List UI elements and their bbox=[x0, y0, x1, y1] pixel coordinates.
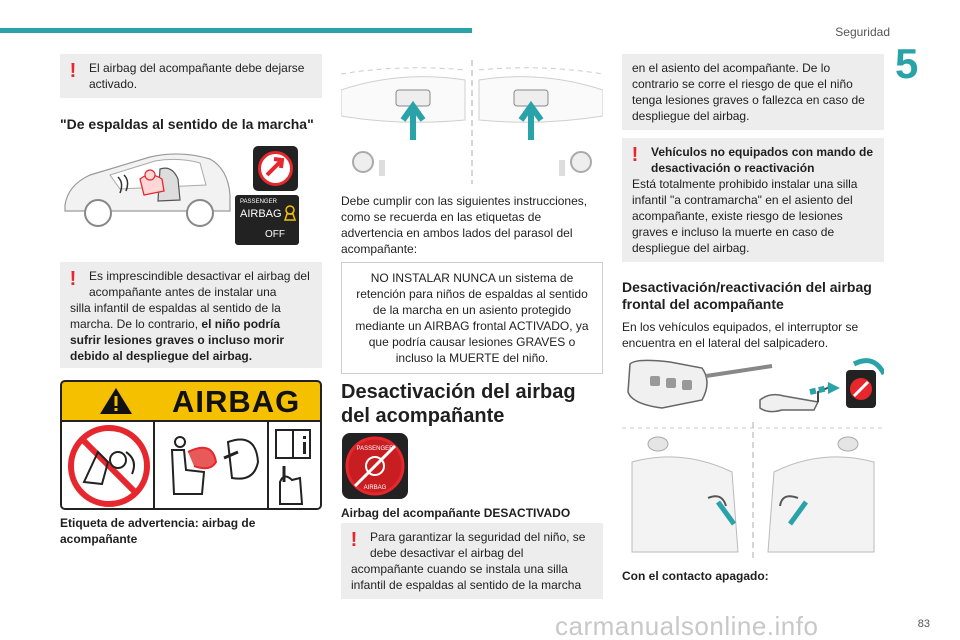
warning-text: Para garantizar la seguridad del niño, se debe desactivar el airbag del bbox=[370, 530, 586, 560]
warning-box bbox=[622, 138, 884, 262]
notice-box: NO INSTALAR NUNCA un sistema de retención para niños de espaldas al sentido de la marcha en un asiento protegido mediante un AIRBAG frontal ACTIVADO, ya que podría causar lesiones GRAVES o incluso la MUERTE del niño. bbox=[341, 262, 603, 374]
warning-icon: ! bbox=[69, 60, 77, 82]
airbag-off-icon bbox=[252, 145, 299, 192]
airbag-switch-key-illustration bbox=[622, 352, 884, 562]
warning-icon: ! bbox=[350, 529, 358, 551]
rear-facing-seat-illustration bbox=[60, 145, 235, 235]
warning-text-cont: silla infantil de espaldas al sentido de la marcha. De lo contrario, bbox=[70, 301, 281, 331]
figure-caption: Airbag del acompañante DESACTIVADO bbox=[341, 506, 571, 520]
airbag-label-title: AIRBAG bbox=[172, 384, 301, 419]
warning-box-continued bbox=[622, 54, 884, 130]
passenger-airbag-off-panel bbox=[235, 195, 299, 245]
warning-box bbox=[341, 523, 603, 599]
airbag-label-pictograms bbox=[62, 422, 320, 510]
watermark: carmanualsonline.info bbox=[555, 611, 819, 640]
panel-line1: PASSENGER bbox=[240, 199, 277, 205]
warning-text: en el asiento del acompañante. De lo contrario se corre el riesgo de que el niño tenga lesiones graves o fallezca en caso de despliegue del airbag. bbox=[632, 61, 865, 123]
warning-text-cont: acompañante cuando se instala una silla infantil de espaldas al sentido de la marcha bbox=[351, 562, 582, 592]
panel-line2: AIRBAG bbox=[240, 208, 282, 220]
chapter-number: 5 bbox=[895, 40, 919, 87]
panel-line3: OFF bbox=[265, 229, 285, 240]
warning-icon: ! bbox=[69, 268, 77, 290]
warning-text: El airbag del acompañante debe dejarse activado. bbox=[89, 61, 305, 91]
section-title: Seguridad bbox=[835, 25, 890, 39]
warning-box bbox=[60, 54, 322, 98]
seat-warning-icon bbox=[283, 205, 297, 221]
header-accent-bar bbox=[0, 28, 472, 33]
sun-visor-labels-illustration bbox=[341, 60, 603, 184]
section-heading: Desactivación del airbag del acompañante bbox=[341, 381, 576, 427]
section-heading: Desactivación/reactivación del airbag frontal del acompañante bbox=[622, 279, 872, 312]
warning-text-bold: Vehículos no equipados con mando de desactivación o reactivación bbox=[651, 145, 874, 175]
section-heading: "De espaldas al sentido de la marcha" bbox=[60, 116, 314, 132]
figure-caption: Con el contacto apagado: bbox=[622, 569, 769, 583]
instructions-intro: Debe cumplir con las siguientes instrucciones, como se recuerda en las etiquetas de advertencia en ambos lados del parasol del acompañante: bbox=[341, 194, 588, 256]
warning-text: Está totalmente prohibido instalar una silla infantil "a contramarcha" en el asiento del acompañante, existe riesgo de lesiones graves e incluso la muerte en caso de despliegue del airbag. bbox=[632, 177, 858, 255]
warning-icon: ! bbox=[631, 144, 639, 166]
figure-caption: Etiqueta de advertencia: airbag de acompañante bbox=[60, 516, 256, 546]
page-number: 83 bbox=[917, 618, 930, 630]
warning-triangle-icon bbox=[98, 386, 134, 416]
warning-text-bold: el niño podría sufrir lesiones graves o incluso morir debido al despliegue del airbag. bbox=[70, 317, 285, 363]
airbag-warning-label bbox=[60, 380, 322, 510]
svg-text:AIRBAG: AIRBAG bbox=[363, 485, 387, 491]
warning-text: Es imprescindible desactivar el airbag del acompañante antes de instalar una bbox=[89, 269, 310, 299]
location-intro: En los vehículos equipados, el interruptor se encuentra en el lateral del salpicadero. bbox=[622, 320, 859, 350]
warning-box bbox=[60, 262, 322, 368]
svg-text:PASSENGER: PASSENGER bbox=[356, 446, 394, 452]
passenger-airbag-off-icon bbox=[341, 432, 409, 500]
